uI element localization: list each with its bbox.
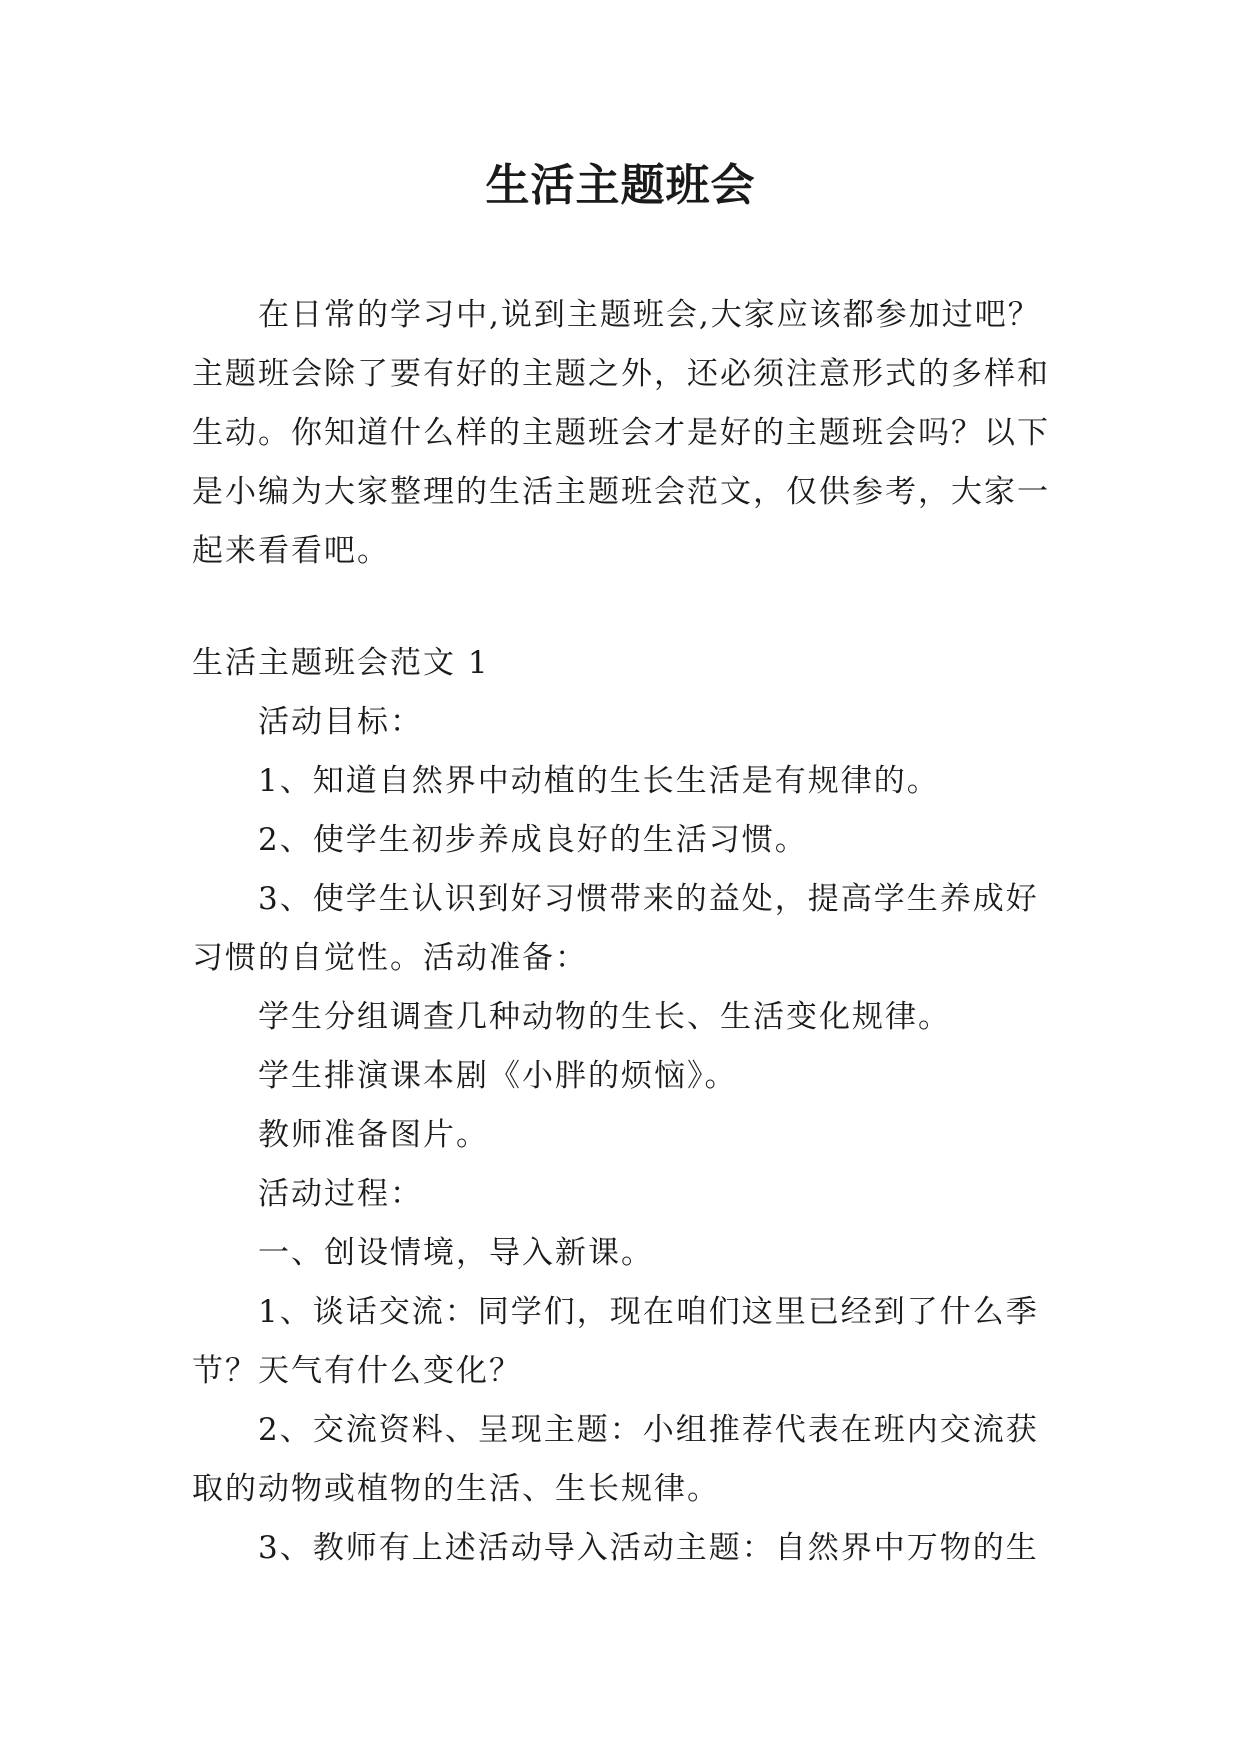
- paragraph: 学生排演课本剧《小胖的烦恼》。: [258, 1058, 738, 1094]
- content-section: [192, 634, 1052, 1578]
- paragraph: 2、交流资料、呈现主题：小组推荐代表在班内交流获取的动物或植物的生活、生长规律。: [192, 1412, 1039, 1507]
- paragraph: 教师准备图片。: [258, 1117, 489, 1153]
- paragraph: 一、创设情境，导入新课。: [258, 1235, 654, 1271]
- paragraph: 学生分组调查几种动物的生长、生活变化规律。: [258, 999, 951, 1035]
- paragraph: 3、教师有上述活动导入活动主题：自然界中万物的生: [258, 1530, 1039, 1566]
- paragraph: 1、知道自然界中动植的生长生活是有规律的。: [258, 763, 940, 799]
- paragraph: 3、使学生认识到好习惯带来的益处，提高学生养成好习惯的自觉性。活动准备：: [192, 881, 1039, 976]
- paragraph: 2、使学生初步养成良好的生活习惯。: [258, 822, 808, 858]
- section-heading: 生活主题班会范文 1: [192, 645, 490, 681]
- intro-paragraph: 在日常的学习中,说到主题班会,大家应该都参加过吧？主题班会除了要有好的主题之外，还必须注意形式的多样和生动。你知道什么样的主题班会才是好的主题班会吗？以下是小编为大家整理的生活主题班会范文，仅供参考，大家一起来看看吧。: [192, 297, 1050, 569]
- paragraph: 活动目标：: [258, 704, 423, 740]
- intro-section: [192, 286, 1052, 581]
- paragraph: 1、谈话交流：同学们，现在咱们这里已经到了什么季节？天气有什么变化？: [192, 1294, 1039, 1389]
- paragraph: 活动过程：: [258, 1176, 423, 1212]
- document-title: 生活主题班会: [485, 160, 756, 211]
